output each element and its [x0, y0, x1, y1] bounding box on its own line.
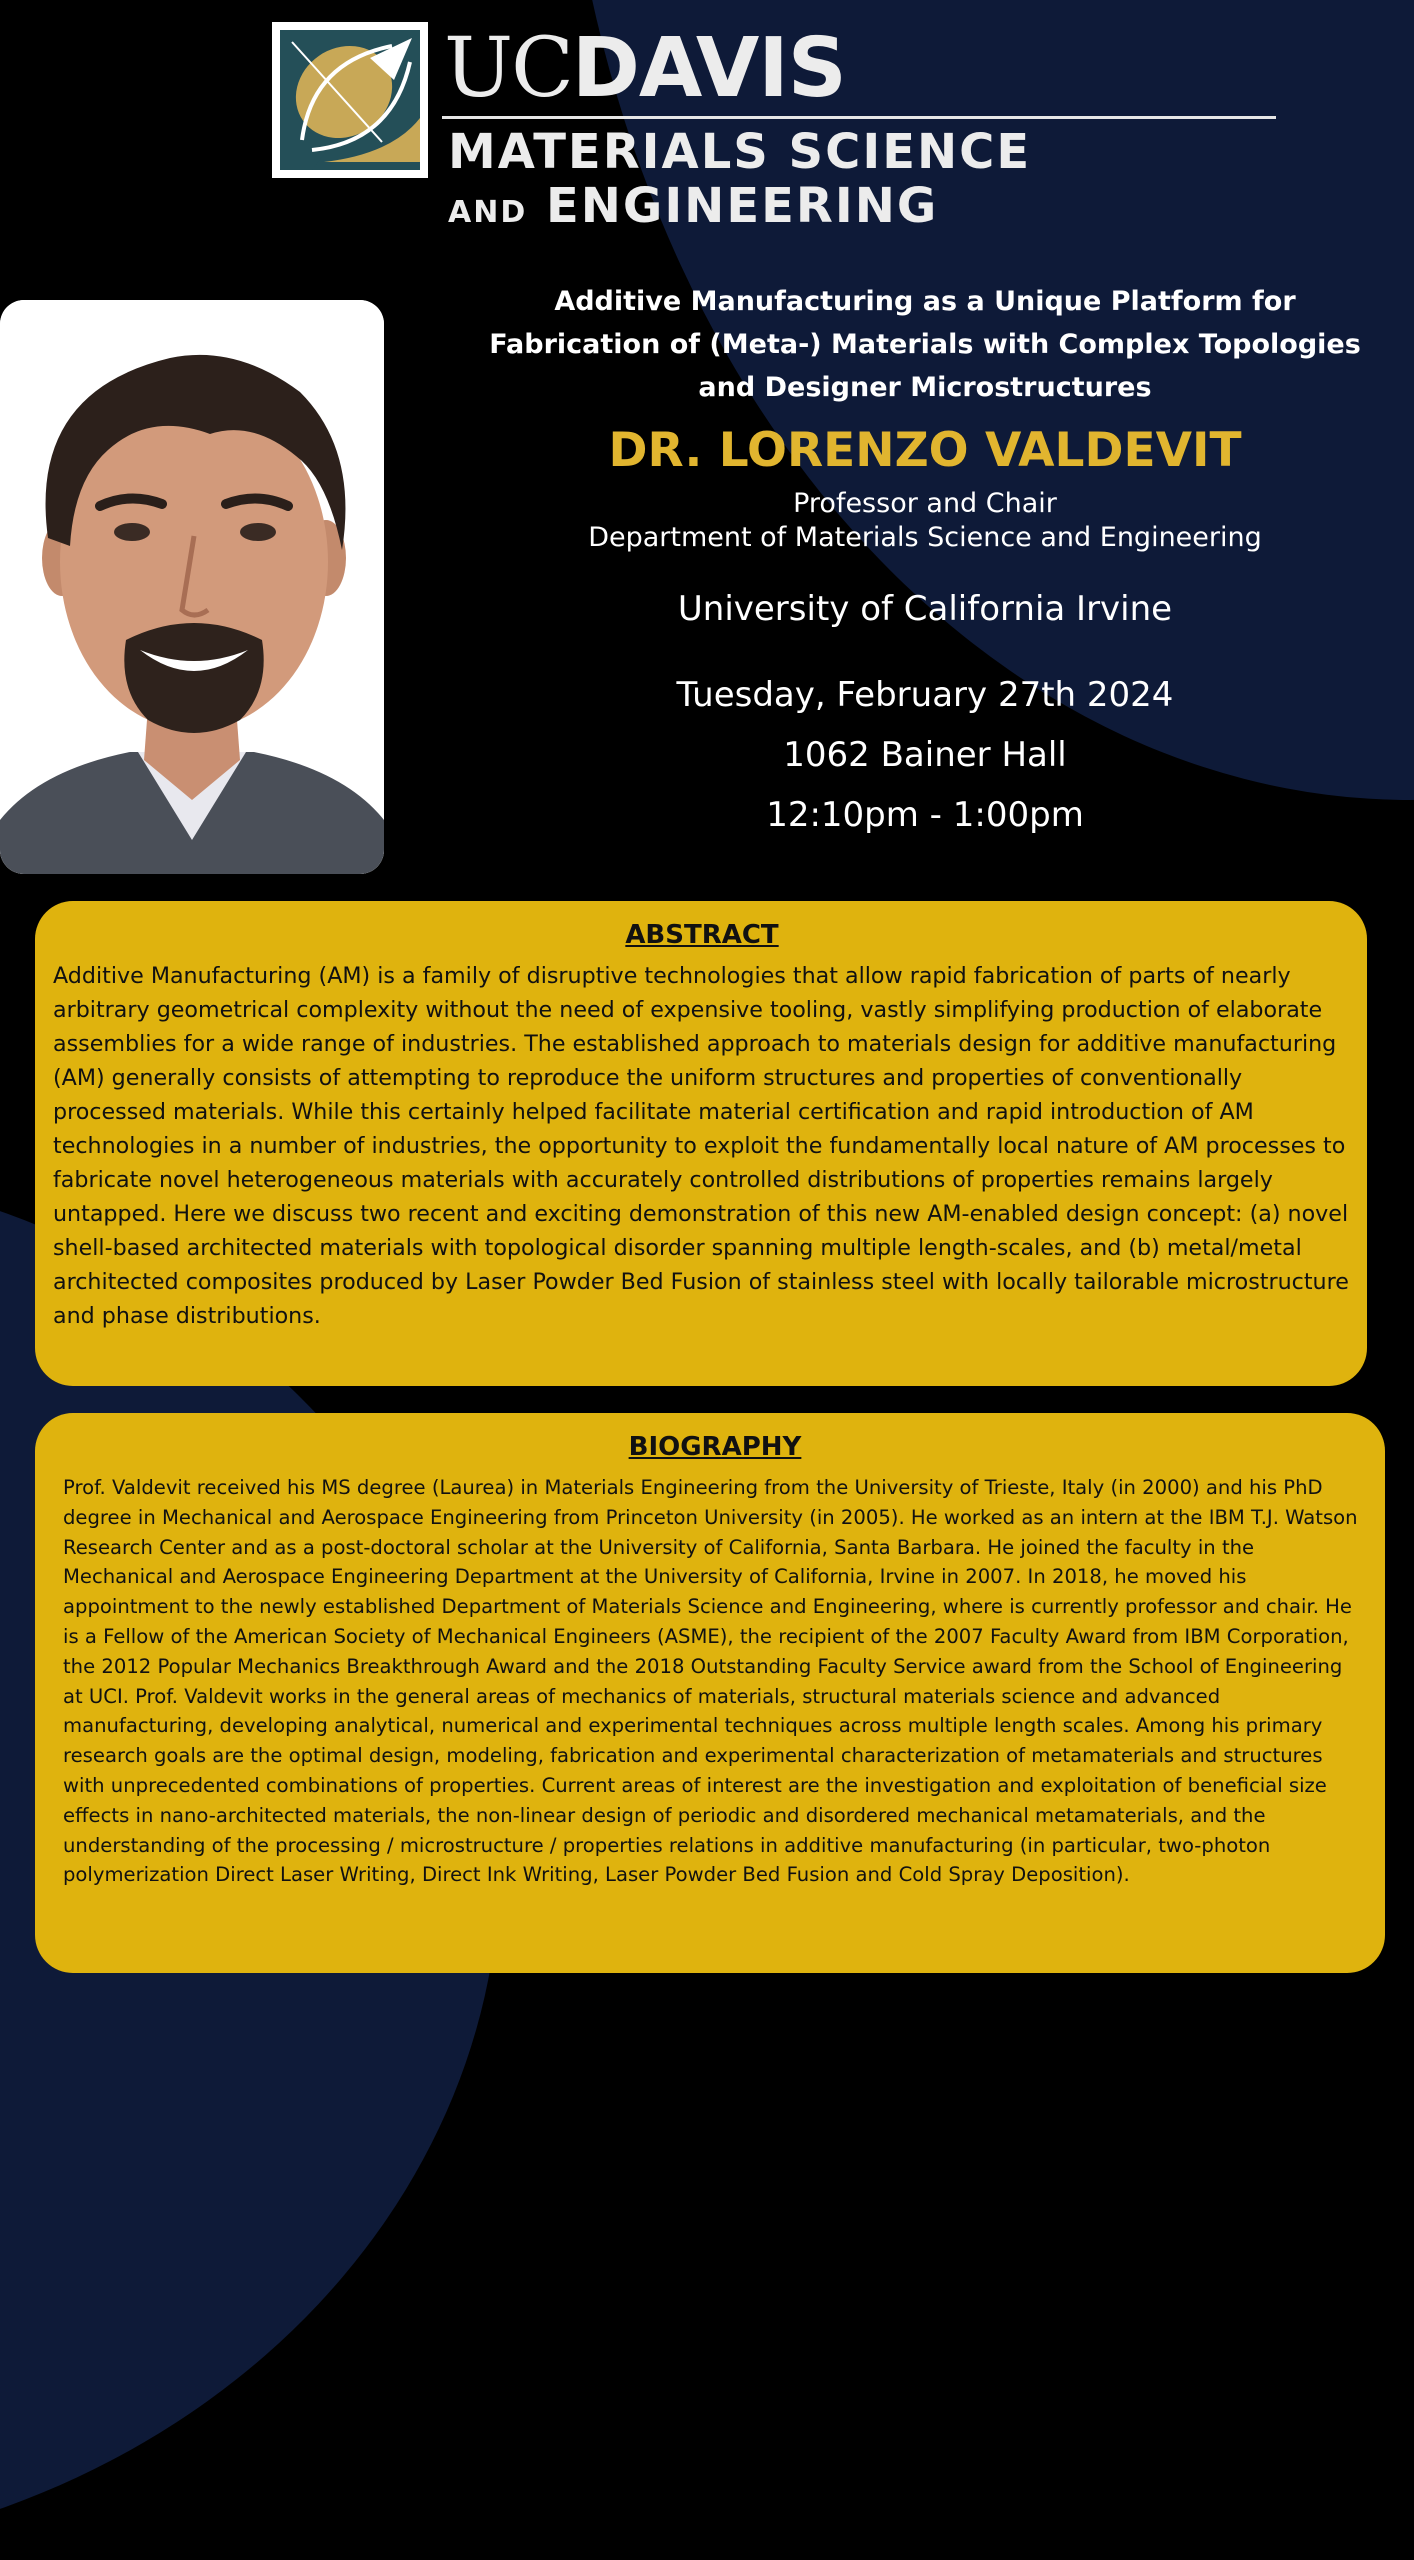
talk-title-line-2: Fabrication of (Meta-) Materials with Complex Topologies — [489, 329, 1361, 360]
emblem-graphic — [272, 22, 428, 178]
biography-heading: BIOGRAPHY — [628, 1432, 802, 1462]
uc-davis-wordmark — [444, 21, 846, 116]
department-logo — [272, 22, 1112, 232]
wordmark-davis: DAVIS — [571, 21, 846, 116]
speaker-photo — [0, 300, 384, 874]
uc-davis-emblem — [272, 22, 428, 178]
event-location: 1062 Bainer Hall — [783, 735, 1067, 775]
speaker-university: University of California Irvine — [677, 589, 1173, 629]
abstract-heading: ABSTRACT — [625, 920, 779, 950]
talk-title — [420, 280, 1414, 409]
speaker-department: Department of Materials Science and Engineering — [588, 522, 1262, 553]
event-time: 12:10pm - 1:00pm — [766, 795, 1084, 835]
abstract-text: Additive Manufacturing (AM) is a family of disruptive technologies that allow rapid fabrication of parts of nearly arbitrary geometrical complexity without the need of expensive tooling, vastly simplifying production of elaborate assemblies for a wide range of industries. The established approach to materials design for additive manufacturing (AM) generally consists of attempting to reproduce the uniform structures and properties of conventionally processed materials. While this certainly helped facilitate material certification and rapid introduction of AM technologies in a number of industries, the opportunity to exploit the fundamentally local nature of AM processes to fabricate novel heterogeneous materials with accurately controlled distributions of properties remains largely untapped. Here we discuss two recent and exciting demonstration of this new AM-enabled design concept: (a) novel shell-based architected materials with topological disorder spanning multiple length-scales, and (b) metal/metal architected composites produced by Laser Powder Bed Fusion of stainless steel with locally tailorable microstructure and phase distributions. — [53, 963, 1349, 1329]
event-date: Tuesday, February 27th 2024 — [676, 675, 1174, 715]
wordmark-uc: UC — [444, 21, 572, 116]
dept-engineering: ENGINEERING — [545, 178, 939, 234]
speaker-name: DR. LORENZO VALDEVIT — [608, 423, 1242, 478]
talk-title-line-1: Additive Manufacturing as a Unique Platform for — [554, 286, 1296, 317]
biography-text: Prof. Valdevit received his MS degree (Laurea) in Materials Engineering from the University of Trieste, Italy (in 2000) and his PhD degree in Mechanical and Aerospace Engineering from Princeton University (in 2005). He worked as an intern at the IBM T.J. Watson Research Center and as a post-doctoral scholar at the University of California, Santa Barbara. He joined the faculty in the Mechanical and Aerospace Engineering Department at the University of California, Irvine in 2007. In 2018, he moved his appointment to the newly established Department of Materials Science and Engineering, where is currently professor and chair. He is a Fellow of the American Society of Mechanical Engineers (ASME), the recipient of the 2007 Faculty Award from IBM Corporation, the 2012 Popular Mechanics Breakthrough Award and the 2018 Outstanding Faculty Service award from the School of Engineering at UCI. Prof. Valdevit works in the general areas of mechanics of materials, structural materials science and advanced manufacturing, developing analytical, numerical and experimental techniques across multiple length scales. Among his primary research goals are the optimal design, modeling, fabrication and experimental characterization of metamaterials and structures with unprecedented combinations of properties. Current areas of interest are the investigation and exploitation of beneficial size effects in nano-architected materials, the non-linear design of periodic and disordered mechanical metamaterials, and the understanding of the processing / microstructure / properties relations in additive manufacturing (in particular, two-photon polymerization Direct Laser Writing, Direct Ink Writing, Laser Powder Bed Fusion and Cold Spray Deposition). — [63, 1476, 1358, 1887]
abstract-panel — [35, 901, 1367, 1386]
dept-line-2 — [448, 178, 938, 241]
speaker-portrait — [0, 300, 384, 874]
talk-details — [420, 280, 1414, 835]
dept-line-1: MATERIALS SCIENCE — [448, 124, 1032, 180]
speaker-role: Professor and Chair — [793, 488, 1057, 519]
logo-divider — [442, 116, 1276, 119]
talk-title-line-3: and Designer Microstructures — [698, 372, 1152, 403]
biography-panel — [35, 1413, 1385, 1973]
dept-and: AND — [448, 195, 528, 230]
